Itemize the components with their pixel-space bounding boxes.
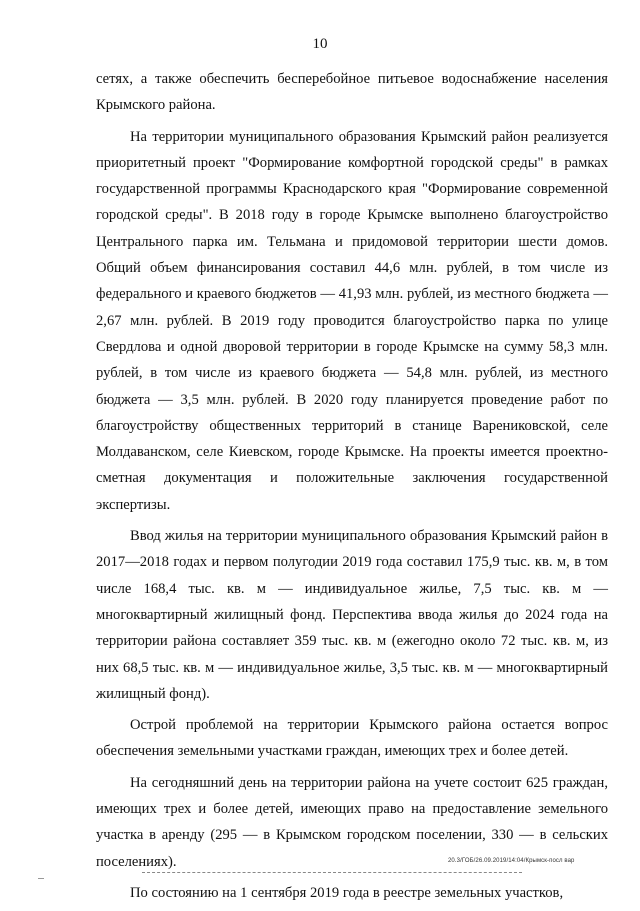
scan-line [142,872,522,873]
paragraph: Острой проблемой на территории Крымского района остается вопрос обеспечения земельными участками граждан, имеющих трех и более детей. [96,717,608,760]
paragraph: На территории муниципального образования Крымский район реализуется приоритетный проект "Формирование комфортной городской среды" в рамках государственной программы Краснодарского края "Формирование современной городской среды". В 2018 году в городе Крымске выполнено благоустройство Центрального парка им. Тельмана и придомовой территории шести домов. Общий объем финансирования составил 44,6 млн. рублей, в том числе из федерального и краевого бюджетов — 41,93 млн. рублей, из местного бюджета — 2,67 млн. рублей. В 2019 году проводится благоустройство парка по улице Свердлова и одной дворовой территории в городе Крымске на сумму 58,3 млн. рублей, в том числе из краевого бюджета — 54,8 млн. рублей, из местного бюджета — 3,5 млн. рублей. В 2020 году планируется проведение работ по благоустройству общественных территорий в станице Варениковской, селе Молдаванском, селе Киевском, городе Крымске. На проекты имеется проектно-сметная документация и положительные заключения государственной экспертизы. [96,128,608,513]
paragraph: По состоянию на 1 сентября 2019 года в реестре земельных участков, [130,884,564,901]
paragraph: сетях, а также обеспечить бесперебойное питьевое водоснабжение населения Крымского района. [96,71,608,114]
paragraph: На сегодняшний день на территории района на учете состоит 625 граждан, имеющих трех и более детей, имеющих право на предоставление земельного участка в аренду (295 — в Крымском городском поселении, 330 — в сельских поселениях). [96,774,608,870]
document-body [96,66,608,911]
footer-reference: 20.3/ГОБ/26.09.2019/14:04/Крымск-посл вар [448,858,575,864]
page-number: 10 [312,36,328,52]
paragraph: Ввод жилья на территории муниципального образования Крымский район в 2017—2018 годах и первом полугодии 2019 года составил 175,9 тыс. кв. м, в том числе 168,4 тыс. кв. м — индивидуальное жилье, 7,5 тыс. кв. м — многоквартирный жилищный фонд. Перспектива ввода жилья до 2024 года на территории района составляет 359 тыс. кв. м (ежегодно около 72 тыс. кв. м, из них 68,5 тыс. кв. м — индивидуальное жилье, 3,5 тыс. кв. м — многоквартирный жилищный фонд). [96,528,608,702]
margin-mark [38,878,44,879]
